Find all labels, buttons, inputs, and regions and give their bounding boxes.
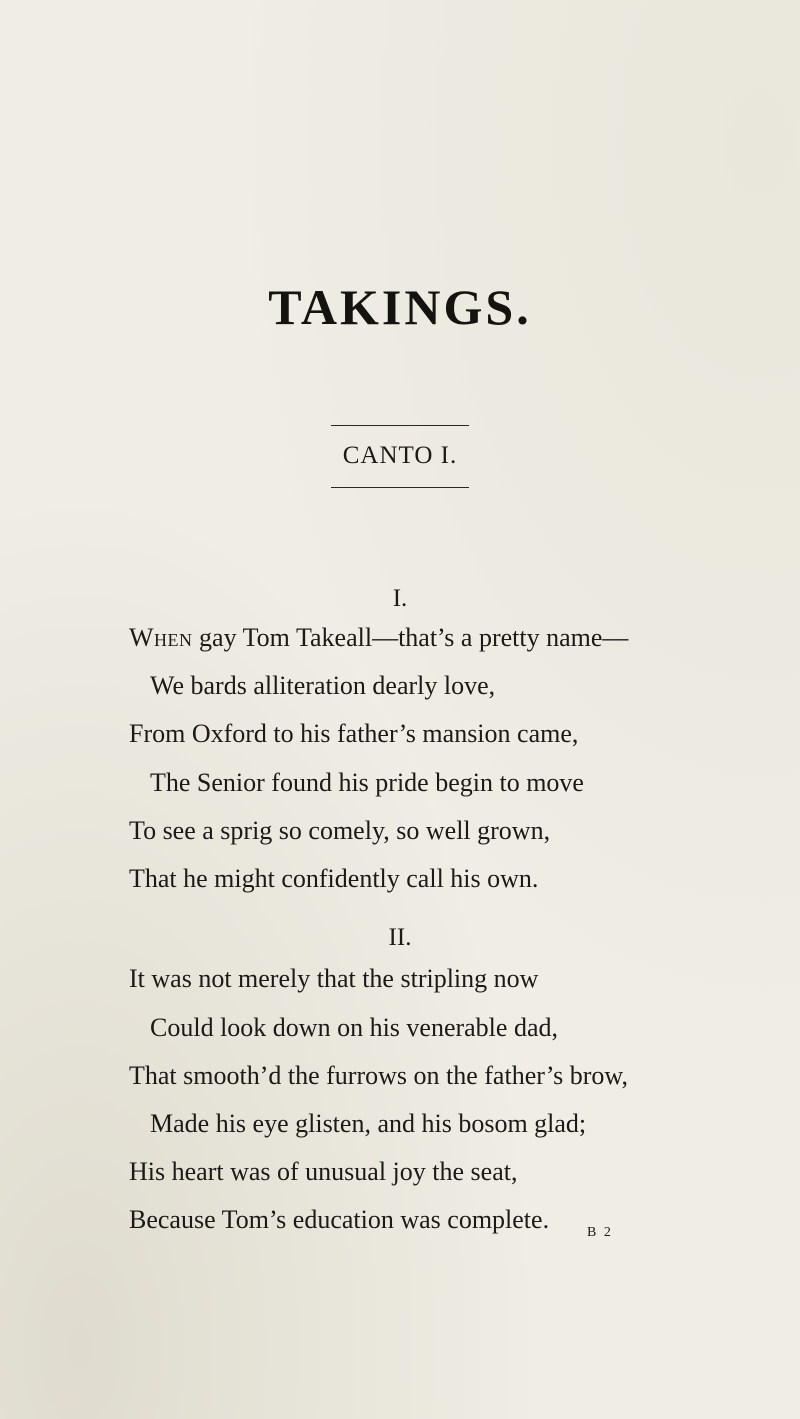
verse-line-text: Could look down on his venerable dad, — [150, 1013, 558, 1042]
verse-line — [129, 966, 538, 992]
verse-line — [150, 770, 584, 796]
verse-line-text: From Oxford to his father’s mansion came, — [129, 719, 579, 748]
verse-line-text: That he might confidently call his own. — [129, 864, 539, 893]
verse-line — [129, 818, 550, 844]
verse-line — [150, 1015, 558, 1041]
rule-below-canto — [331, 487, 469, 488]
verse-line-text: That smooth’d the furrows on the father’s brow, — [129, 1061, 628, 1090]
verse-line — [150, 1111, 586, 1137]
canto-heading: CANTO I. — [342, 442, 458, 469]
stanza-number: I. — [392, 585, 408, 612]
verse-line-text: gay Tom Takeall—that’s a pretty name— — [192, 623, 629, 652]
stanza-number: II. — [388, 924, 412, 951]
rule-above-canto — [331, 425, 469, 426]
page-title: TAKINGS. — [268, 279, 532, 335]
verse-line-text: Because Tom’s education was complete. — [129, 1205, 550, 1234]
verse-line-lead: When — [129, 623, 193, 652]
verse-line — [129, 721, 578, 747]
verse-line-text: Made his eye glisten, and his bosom glad; — [150, 1109, 587, 1138]
verse-line — [129, 1207, 549, 1233]
verse-line-text: We bards alliteration dearly love, — [150, 671, 496, 700]
verse-line-text: The Senior found his pride begin to move — [150, 768, 584, 797]
verse-line-text: His heart was of unusual joy the seat, — [129, 1157, 518, 1186]
verse-line — [129, 1063, 628, 1089]
verse-line — [150, 673, 495, 699]
verse-line — [129, 1159, 517, 1185]
verse-line-text: To see a sprig so comely, so well grown, — [129, 816, 551, 845]
verse-line-text: It was not merely that the stripling now — [129, 964, 539, 993]
verse-line — [129, 625, 628, 651]
signature-mark: B 2 — [587, 1225, 613, 1240]
verse-line — [129, 866, 538, 892]
